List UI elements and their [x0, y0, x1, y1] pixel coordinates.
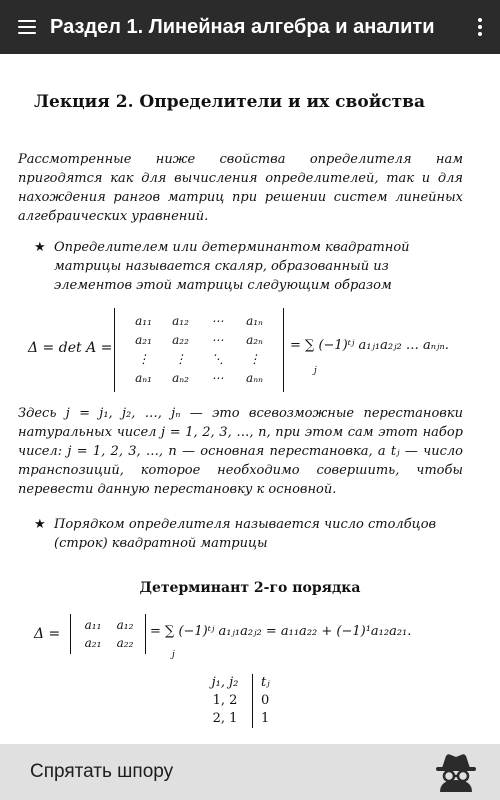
sum-index: j [172, 650, 175, 660]
more-options-button[interactable] [460, 0, 500, 54]
perm-header-right: tⱼ [261, 675, 270, 690]
menu-button[interactable] [0, 0, 54, 54]
matrix-2 [70, 614, 146, 654]
matrix-cell: a₁₂ [116, 618, 134, 632]
matrix-cell: a₂ₙ [246, 333, 263, 347]
matrix-cell: a₁₁ [135, 314, 152, 328]
sum-index: j [314, 366, 317, 376]
more-vertical-icon [478, 18, 482, 36]
determinant-rhs: = ∑ (−1)ᵗʲ a₁ⱼ₁a₂ⱼ₂ … aₙⱼₙ. [290, 338, 449, 353]
determinant-2-rhs: = ∑ (−1)ᵗʲ a₁ⱼ₁a₂ⱼ₂ = a₁₁a₂₂ + (−1)¹a₁₂a₂₁. [150, 624, 412, 639]
matrix-cell: aₙₙ [246, 371, 263, 385]
matrix-cell: aₙ₂ [172, 371, 189, 385]
matrix-cell: ⋯ [211, 371, 224, 385]
matrix-cell: ⋱ [211, 352, 224, 366]
matrix-cell: ⋮ [137, 352, 150, 366]
definition-bullet [34, 238, 464, 295]
incognito-spy-icon[interactable] [432, 748, 480, 796]
hamburger-menu-icon [18, 20, 36, 34]
matrix-cell: a₂₂ [116, 636, 134, 650]
hide-cheatsheet-button[interactable]: Спрятать шпору [30, 761, 174, 782]
matrix-cell: ⋮ [248, 352, 261, 366]
bottom-bar [0, 744, 500, 800]
determinant-formula [28, 308, 468, 392]
matrix-cell: aₙ₁ [135, 371, 152, 385]
determinant-2-lhs: Δ = [34, 626, 61, 642]
perm-header-left: j₁, j₂ [211, 675, 239, 690]
star-icon: ★ [34, 517, 46, 532]
perm-cell: 2, 1 [212, 711, 238, 726]
intro-paragraph: Рассмотренные ниже свойства определителя нам пригодятся как для вычисления определителей, так и для нахождения рангов матриц при решении систем линейных алгебраических уравнений. [18, 152, 463, 224]
perm-cell: 1 [261, 711, 270, 726]
star-icon: ★ [34, 240, 46, 255]
matrix-cell: ⋮ [174, 352, 187, 366]
matrix-cell: a₁₂ [172, 314, 189, 328]
lecture-title: Лекция 2. Определители и их свойства [34, 92, 426, 112]
matrix-cell: ⋯ [211, 314, 224, 328]
definition-text: Определителем или детерминантом квадратной матрицы называется скаляр, образованный из элементов этой матрицы следующим образом [54, 240, 410, 293]
perm-cell: 1, 2 [212, 693, 238, 708]
determinant-2-formula [34, 614, 474, 658]
matrix-cell: a₁ₙ [246, 314, 263, 328]
matrix-cell: a₂₁ [135, 333, 152, 347]
order-text: Порядком определителя называется число столбцов (строк) квадратной матрицы [54, 517, 437, 551]
section-subtitle: Детерминант 2-го порядка [139, 580, 361, 596]
page-title: Раздел 1. Линейная алгебра и аналити [50, 15, 435, 38]
lecture-content[interactable] [0, 54, 500, 744]
matrix-cell: a₂₂ [172, 333, 189, 347]
order-bullet [34, 515, 464, 553]
matrix-cell: ⋯ [211, 333, 224, 347]
permutation-table [198, 674, 291, 728]
matrix-cell: a₁₁ [84, 618, 102, 632]
app-bar [0, 0, 500, 54]
perm-cell: 0 [261, 693, 270, 708]
determinant-lhs: Δ = det A = [28, 340, 113, 356]
matrix-n [114, 308, 284, 392]
matrix-cell: a₂₁ [84, 636, 102, 650]
explanation-paragraph: Здесь j = j₁, j₂, …, jₙ — это всевозможные перестановки натуральных чисел j = 1, 2, 3, …, n, при этом сам этот набор чисел: j = 1, 2, 3, …, n — основная перестановка, а tⱼ — число транспозиций, которое необходимо совершить, чтобы перевести данную перестановку к основной. [18, 406, 463, 497]
